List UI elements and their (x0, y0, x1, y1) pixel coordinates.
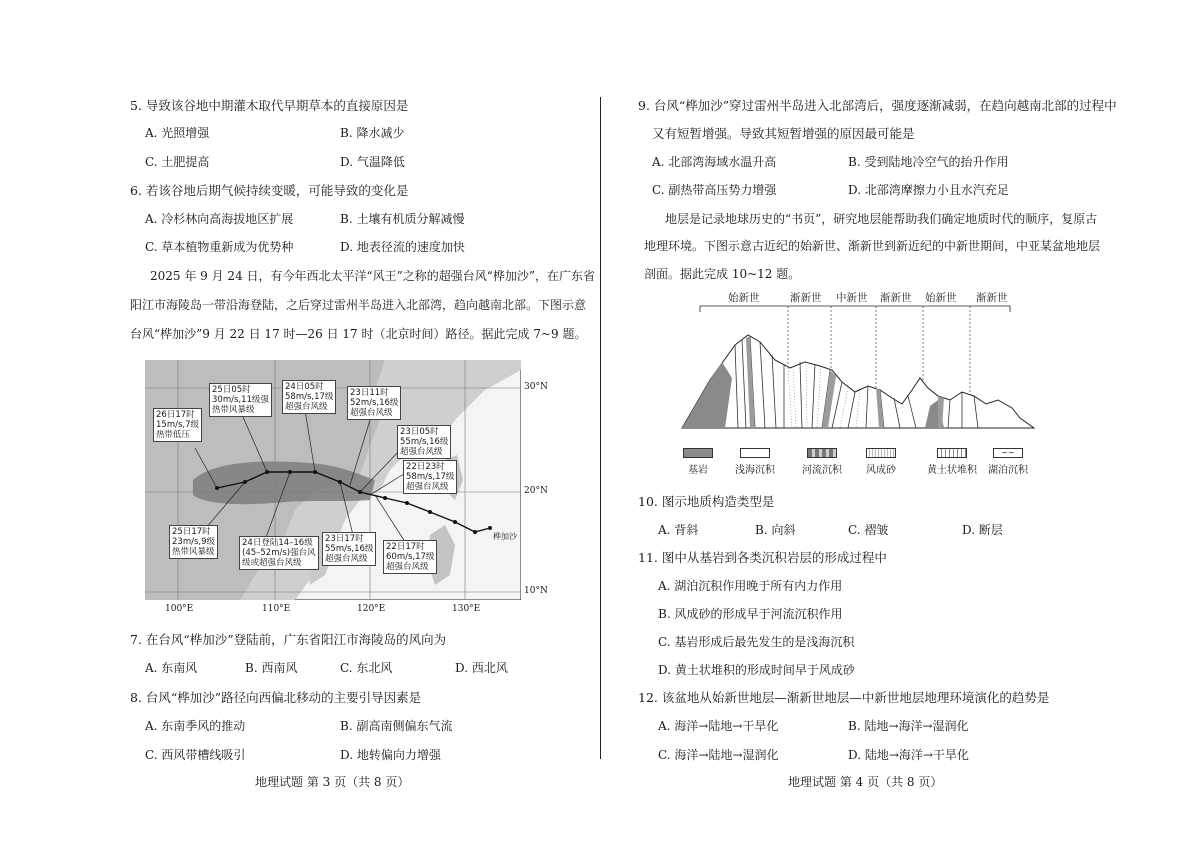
q11-option-b: B. 风成砂的形成早于河流沉积作用 (658, 607, 843, 621)
q6-option-c: C. 草本植物重新成为优势种 (145, 240, 294, 254)
page-divider (600, 97, 601, 759)
q8-option-c: C. 西风带槽线吸引 (145, 748, 246, 762)
legend-label: 风成砂 (866, 465, 896, 476)
label-line: 60m/s,17级 (386, 552, 435, 562)
q8-stem: 8. 台风“桦加沙”路径向西偏北移动的主要引导因素是 (130, 690, 422, 705)
map-label-23d11 (347, 386, 401, 420)
label-line: 58m/s,17级 (406, 472, 455, 482)
q7-option-d: D. 西北风 (455, 661, 508, 675)
lat-tick-20: 20°N (524, 486, 548, 496)
map-label-25d17 (169, 525, 218, 559)
q9-stem-line-2: 又有短暂增强。导致其短暂增强的原因最可能是 (652, 126, 915, 141)
legend-swatch-loess (937, 448, 967, 458)
lon-tick-120: 120°E (357, 604, 386, 614)
q9-option-b: B. 受到陆地冷空气的抬升作用 (848, 155, 1009, 169)
label-line: 55m/s,16级 (400, 437, 449, 447)
q10-option-b: B. 向斜 (755, 523, 796, 537)
map-label-22d17 (383, 540, 437, 574)
intro-line-1: 2025 年 9 月 24 日，有今年西北太平洋“风王”之称的超强台风“桦加沙”，在广东省 (150, 269, 596, 283)
q12-option-b: B. 陆地→海洋→湿润化 (848, 719, 969, 733)
label-line: 23日11时 (350, 388, 389, 398)
intro-line-3: 台风“桦加沙”9 月 22 日 17 时—26 日 17 时（北京时间）路径。据此完成 7~9 题。 (130, 327, 587, 341)
epoch-label-3: 中新世 (836, 292, 868, 304)
label-line: 热带风暴级 (212, 405, 255, 415)
lon-tick-130: 130°E (452, 604, 481, 614)
epoch-label-1: 始新世 (728, 292, 760, 304)
q8-option-a: A. 东南季风的推动 (145, 719, 246, 733)
label-line: 24日登陆14–16级 (242, 538, 313, 548)
q10-option-d: D. 断层 (962, 523, 1003, 537)
q9-option-c: C. 副热带高压势力增强 (652, 183, 777, 197)
q8-option-b: B. 副高南侧偏东气流 (340, 719, 453, 733)
q5-option-b: B. 降水减少 (340, 126, 405, 140)
q6-option-d: D. 地表径流的速度加快 (340, 240, 465, 254)
legend-swatch-aeolian-sand (866, 448, 896, 458)
label-line: 超强台风级 (325, 554, 368, 564)
q6-option-a: A. 冷杉林向高海拔地区扩展 (145, 212, 294, 226)
label-line: 26日17时 (156, 410, 195, 420)
q11-option-a: A. 湖泊沉积作用晚于所有内力作用 (658, 579, 843, 593)
label-line: 58m/s,17级 (285, 392, 334, 402)
map-label-26d17 (153, 408, 202, 442)
typhoon-track-map (145, 360, 521, 600)
q12-stem: 12. 该盆地从始新世地层—渐新世地层—中新世地层地理环境演化的趋势是 (638, 690, 1050, 705)
q11-option-c: C. 基岩形成后最先发生的是浅海沉积 (658, 635, 855, 649)
strat-intro-line-3: 剖面。据此完成 10~12 题。 (644, 267, 801, 281)
q7-option-c: C. 东北风 (340, 661, 393, 675)
label-line: 23日17时 (325, 534, 364, 544)
label-line: 超强台风级 (386, 562, 429, 572)
legend-label: 浅海沉积 (735, 465, 775, 476)
map-label-25d05 (209, 383, 272, 417)
label-line: 22日17时 (386, 542, 425, 552)
q8-option-d: D. 地转偏向力增强 (340, 748, 441, 762)
q12-option-d: D. 陆地→海洋→干旱化 (848, 748, 969, 762)
q12-option-c: C. 海洋→陆地→湿润化 (658, 748, 779, 762)
q12-option-a: A. 海洋→陆地→干旱化 (658, 719, 779, 733)
label-line: 23日05时 (400, 427, 439, 437)
epoch-label-4: 渐新世 (880, 292, 912, 304)
q6-stem: 6. 若该谷地后期气候持续变暖，可能导致的变化是 (130, 183, 409, 198)
q10-option-c: C. 褶皱 (848, 523, 889, 537)
label-line: 25日05时 (212, 385, 251, 395)
label-line: 24日05时 (285, 382, 324, 392)
legend-loess (927, 448, 977, 476)
q11-stem: 11. 图中从基岩到各类沉积岩层的形成过程中 (638, 550, 887, 565)
q9-option-d: D. 北部湾摩擦力小且水汽充足 (848, 183, 1009, 197)
label-line: 23m/s,9级 (172, 537, 215, 547)
q7-stem: 7. 在台风“桦加沙”登陆前，广东省阳江市海陵岛的风向为 (130, 632, 447, 647)
legend-swatch-bedrock (683, 448, 713, 458)
label-line: 30m/s,11级强 (212, 395, 269, 405)
legend-bedrock (683, 448, 713, 476)
lat-tick-10: 10°N (524, 586, 548, 596)
epoch-label-2: 渐新世 (790, 292, 822, 304)
map-label-23d05 (397, 425, 451, 459)
strata-cross-section (680, 300, 1036, 435)
label-line: 15m/s,7级 (156, 420, 199, 430)
label-line: 热带风暴级 (172, 547, 215, 557)
legend-shallow-sea (735, 448, 775, 476)
legend-river (802, 448, 842, 476)
q5-stem: 5. 导致该谷地中期灌木取代早期草本的直接原因是 (130, 98, 409, 113)
left-page-footer: 地理试题 第 3 页（共 8 页） (255, 775, 410, 789)
map-label-22d23 (403, 460, 457, 494)
q9-option-a: A. 北部湾海域水温升高 (652, 155, 777, 169)
q10-stem: 10. 图示地质构造类型是 (638, 494, 775, 509)
legend-swatch-river (807, 448, 837, 458)
q7-option-a: A. 东南风 (145, 661, 198, 675)
strat-intro-line-2: 地理环境。下图示意古近纪的始新世、渐新世到新近纪的中新世期间，中亚某盆地地层 (644, 239, 1101, 253)
lat-tick-30: 30°N (524, 382, 548, 392)
legend-lake (988, 448, 1028, 476)
legend-swatch-lake: ∼∼ (993, 448, 1023, 458)
legend-label: 黄土状堆积 (927, 465, 977, 476)
q7-option-b: B. 西南风 (245, 661, 298, 675)
legend-label: 基岩 (688, 465, 708, 476)
right-page-footer: 地理试题 第 4 页（共 8 页） (788, 775, 943, 789)
label-line: 超强台风级 (400, 447, 443, 457)
intro-line-2: 阳江市海陵岛一带沿海登陆，之后穿过雷州半岛进入北部湾，趋向越南北部。下图示意 (130, 298, 587, 312)
lon-tick-110: 110°E (262, 604, 291, 614)
q11-option-d: D. 黄土状堆积的形成时间早于风成砂 (658, 663, 855, 677)
label-line: 热带低压 (156, 430, 191, 440)
q9-stem-line-1: 9. 台风“桦加沙”穿过雷州半岛进入北部湾后，强度逐渐减弱，在趋向越南北部的过程中 (638, 98, 1117, 113)
q5-option-a: A. 光照增强 (145, 126, 210, 140)
legend-swatch-shallow-sea (740, 448, 770, 458)
q5-option-d: D. 气温降低 (340, 155, 405, 169)
legend-label: 湖泊沉积 (988, 465, 1028, 476)
legend-aeolian-sand (866, 448, 896, 476)
lon-tick-100: 100°E (165, 604, 194, 614)
label-line: 超强台风级 (406, 482, 449, 492)
label-line: 超强台风级 (350, 408, 393, 418)
label-line: 55m/s,16级 (325, 544, 374, 554)
strat-intro-line-1: 地层是记录地球历史的“书页”，研究地层能帮助我们确定地质时代的顺序，复原古 (665, 212, 1098, 226)
legend-label: 河流沉积 (802, 465, 842, 476)
label-line: 超强台风级 (285, 402, 328, 412)
typhoon-name-label: 桦加沙 (493, 532, 517, 541)
map-label-24d05 (282, 380, 336, 414)
epoch-label-5: 始新世 (925, 292, 957, 304)
label-line: 级或超强台风级 (242, 558, 302, 568)
label-line: 52m/s,16级 (350, 398, 399, 408)
label-line: 25日17时 (172, 527, 211, 537)
q10-option-a: A. 背斜 (658, 523, 699, 537)
q5-option-c: C. 土肥提高 (145, 155, 210, 169)
label-line: (45–52m/s)强台风 (242, 548, 316, 558)
epoch-label-6: 渐新世 (976, 292, 1008, 304)
label-line: 22日23时 (406, 462, 445, 472)
map-label-24d-landfall (239, 536, 319, 570)
map-label-23d17 (322, 532, 376, 566)
q6-option-b: B. 土壤有机质分解减慢 (340, 212, 465, 226)
